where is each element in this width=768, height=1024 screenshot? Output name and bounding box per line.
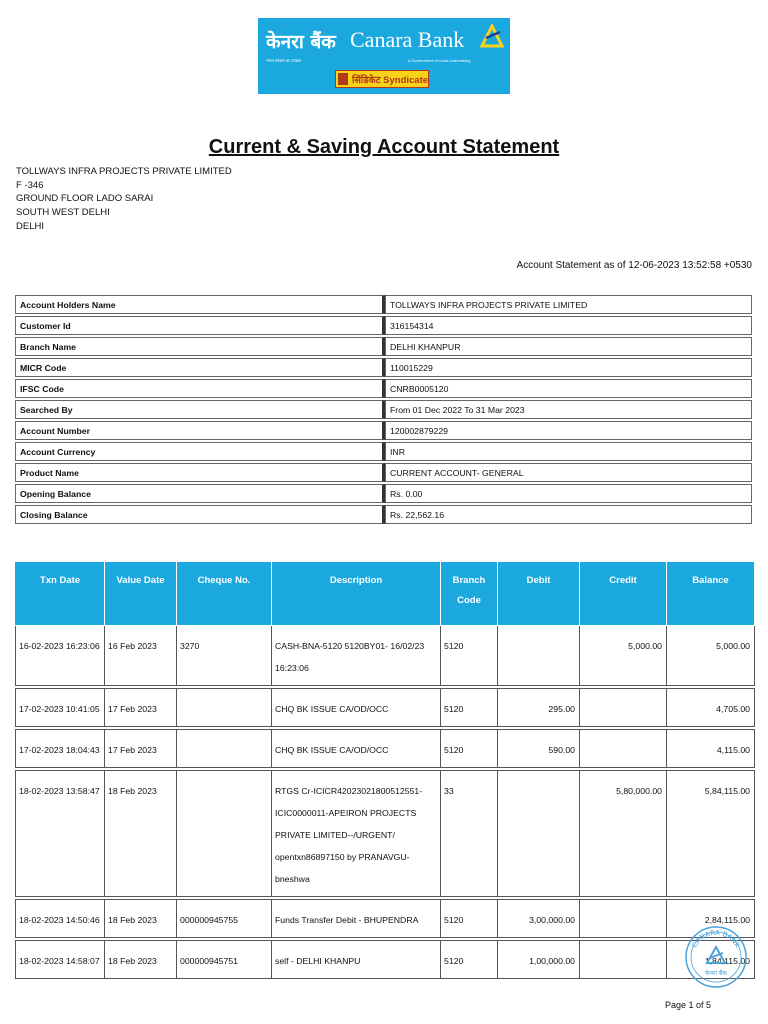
table-row (16, 730, 755, 768)
col-header-branch-code (441, 562, 498, 626)
balance-cell: 2,84,115.00 (667, 900, 755, 938)
description-cell (272, 689, 441, 727)
info-value: 316154314 (385, 316, 752, 335)
logo-tagline-hindi: भारत सरकार का उपक्रम (266, 58, 302, 63)
address-name: TOLLWAYS INFRA PROJECTS PRIVATE LIMITED (16, 166, 232, 177)
credit-cell (580, 941, 667, 979)
debit-cell: 590.00 (498, 730, 580, 768)
description-line: bneshwa (275, 874, 310, 884)
txn-date-cell: 18-02-2023 14:58:07 (16, 941, 105, 979)
debit-cell: 295.00 (498, 689, 580, 727)
txn-date-cell: 18-02-2023 14:50:46 (16, 900, 105, 938)
description-line: Funds Transfer Debit - BHUPENDRA (275, 915, 419, 925)
cheque-cell: 000000945755 (177, 900, 272, 938)
description-cell (272, 941, 441, 979)
info-row (15, 358, 752, 377)
cheque-cell (177, 689, 272, 727)
description-line: CHQ BK ISSUE CA/OD/OCC (275, 704, 389, 714)
address-line: SOUTH WEST DELHI (16, 207, 110, 219)
logo-english-text: Canara Bank (350, 27, 465, 52)
page-title: Current & Saving Account Statement (208, 136, 560, 158)
bank-logo (258, 18, 510, 94)
info-key: Searched By (15, 400, 385, 419)
info-row (15, 400, 752, 419)
value-date-cell: 18 Feb 2023 (105, 771, 177, 897)
info-value: CNRB0005120 (385, 379, 752, 398)
customer-address (16, 165, 232, 234)
info-row (15, 505, 752, 524)
col-header-balance: Balance (667, 562, 755, 626)
description-cell (272, 771, 441, 897)
info-value: 120002879229 (385, 421, 752, 440)
balance-cell: 1,84,115.00 (667, 941, 755, 979)
table-row (16, 771, 755, 897)
balance-cell: 4,705.00 (667, 689, 755, 727)
statement-as-of: Account Statement as of 12-06-2023 13:52:58 +0530 (516, 260, 752, 271)
syndicate-mark-icon (338, 73, 348, 85)
description-line: PRIVATE LIMITED--/URGENT/ (275, 830, 395, 840)
transactions-table (15, 561, 755, 979)
credit-cell (580, 730, 667, 768)
address-line: GROUND FLOOR LADO SARAI (16, 193, 154, 205)
credit-cell: 5,000.00 (580, 626, 667, 686)
description-line: RTGS Cr-ICICR42023021800512551- (275, 786, 423, 796)
txn-date-cell: 16-02-2023 16:23:06 (16, 626, 105, 686)
info-key: Account Currency (15, 442, 385, 461)
debit-cell (498, 626, 580, 686)
info-value: Rs. 0.00 (385, 484, 752, 503)
cheque-cell: 000000945751 (177, 941, 272, 979)
description-cell (272, 900, 441, 938)
info-value: Rs. 22,562.16 (385, 505, 752, 524)
info-key: Product Name (15, 463, 385, 482)
branch-cell: 5120 (441, 626, 498, 686)
canara-triangle-icon (480, 24, 504, 50)
value-date-cell: 16 Feb 2023 (105, 626, 177, 686)
table-row (16, 626, 755, 686)
table-row (16, 689, 755, 727)
syndicate-logo (335, 70, 429, 88)
txn-header-row (16, 562, 755, 626)
page-number: Page 1 of 5 (664, 1000, 711, 1010)
address-line: F -346 (16, 179, 44, 191)
credit-cell (580, 689, 667, 727)
info-row (15, 316, 752, 335)
bank-seal-stamp (684, 925, 748, 989)
seal-top-text: CANARA BANK (690, 928, 742, 950)
branch-cell: 5120 (441, 730, 498, 768)
info-value: 110015229 (385, 358, 752, 377)
txn-date-cell: 17-02-2023 10:41:05 (16, 689, 105, 727)
address-line: DELHI (16, 220, 44, 232)
info-row (15, 337, 752, 356)
branch-cell: 5120 (441, 941, 498, 979)
col-header-credit: Credit (580, 562, 667, 626)
info-key: Customer Id (15, 316, 385, 335)
value-date-cell: 18 Feb 2023 (105, 900, 177, 938)
branch-code-line1: Branch (452, 575, 486, 586)
info-key: Account Holders Name (15, 295, 385, 314)
balance-cell: 5,84,115.00 (667, 771, 755, 897)
account-info-table (15, 293, 752, 526)
value-date-cell: 18 Feb 2023 (105, 941, 177, 979)
info-key: IFSC Code (15, 379, 385, 398)
description-line: self - DELHI KHANPU (275, 956, 361, 966)
debit-cell: 3,00,000.00 (498, 900, 580, 938)
credit-cell (580, 900, 667, 938)
cheque-cell (177, 730, 272, 768)
value-date-cell: 17 Feb 2023 (105, 689, 177, 727)
description-line: opentxn86897150 by PRANAVGU- (275, 852, 410, 862)
balance-cell: 5,000.00 (667, 626, 755, 686)
description-line: CHQ BK ISSUE CA/OD/OCC (275, 745, 389, 755)
balance-cell: 4,115.00 (667, 730, 755, 768)
info-row (15, 484, 752, 503)
info-value: DELHI KHANPUR (385, 337, 752, 356)
cheque-cell (177, 771, 272, 897)
value-date-cell: 17 Feb 2023 (105, 730, 177, 768)
info-row (15, 379, 752, 398)
info-row (15, 442, 752, 461)
info-row (15, 463, 752, 482)
branch-cell: 5120 (441, 689, 498, 727)
col-header-txn-date: Txn Date (16, 562, 105, 626)
cheque-cell: 3270 (177, 626, 272, 686)
info-value: CURRENT ACCOUNT- GENERAL (385, 463, 752, 482)
info-key: Opening Balance (15, 484, 385, 503)
debit-cell (498, 771, 580, 897)
description-cell (272, 730, 441, 768)
info-key: Account Number (15, 421, 385, 440)
debit-cell: 1,00,000.00 (498, 941, 580, 979)
description-line: CASH-BNA-5120 5120BY01- 16/02/23 (275, 641, 425, 651)
info-row (15, 295, 752, 314)
txn-date-cell: 18-02-2023 13:58:47 (16, 771, 105, 897)
table-row (16, 900, 755, 938)
branch-cell: 5120 (441, 900, 498, 938)
description-cell (272, 626, 441, 686)
credit-cell: 5,80,000.00 (580, 771, 667, 897)
description-line: 16:23:06 (275, 663, 309, 673)
txn-date-cell: 17-02-2023 18:04:43 (16, 730, 105, 768)
table-row (16, 941, 755, 979)
col-header-debit: Debit (498, 562, 580, 626)
branch-cell: 33 (441, 771, 498, 897)
info-key: Branch Name (15, 337, 385, 356)
col-header-value-date: Value Date (105, 562, 177, 626)
seal-bottom-text: केनरा बैंक (705, 970, 727, 977)
txn-body (16, 626, 755, 979)
logo-hindi-text: केनरा बैंक (266, 31, 336, 53)
info-key: Closing Balance (15, 505, 385, 524)
info-value: TOLLWAYS INFRA PROJECTS PRIVATE LIMITED (385, 295, 752, 314)
col-header-cheque-no: Cheque No. (177, 562, 272, 626)
info-row (15, 421, 752, 440)
col-header-description: Description (272, 562, 441, 626)
info-value: From 01 Dec 2022 To 31 Mar 2023 (385, 400, 752, 419)
info-key: MICR Code (15, 358, 385, 377)
logo-tagline-english: A Government of India Undertaking (408, 58, 471, 63)
branch-code-line2: Code (457, 595, 481, 606)
info-value: INR (385, 442, 752, 461)
syndicate-text: सिंडिकेट Syndicate (352, 75, 429, 86)
description-line: ICIC0000011-APEIRON PROJECTS (275, 808, 417, 818)
